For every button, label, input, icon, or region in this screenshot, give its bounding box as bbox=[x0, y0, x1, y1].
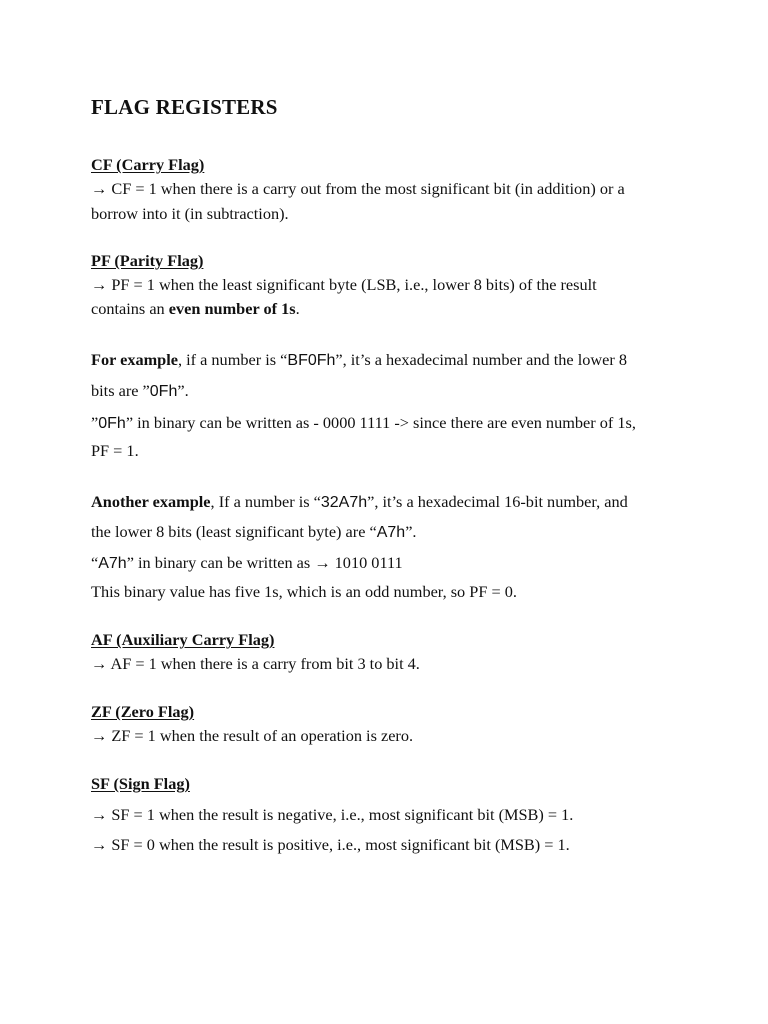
zf-heading: ZF (Zero Flag) bbox=[91, 702, 195, 721]
example1-line-3-prefix: ” bbox=[91, 413, 99, 432]
example1-line-3 bbox=[91, 413, 636, 434]
example2-code-1: 32A7h bbox=[320, 494, 368, 511]
example2-code-3: A7h bbox=[98, 555, 127, 572]
sf-heading: SF (Sign Flag) bbox=[91, 774, 190, 793]
example2-text-2: ”, it’s a hexadecimal 16-bit number, and bbox=[367, 492, 628, 511]
example2-line-3 bbox=[91, 553, 403, 574]
af-heading: AF (Auxiliary Carry Flag) bbox=[91, 630, 275, 649]
example1-code-2: 0Fh bbox=[149, 383, 178, 400]
example2-text-1: , If a number is “ bbox=[210, 492, 321, 511]
pf-line-2-suffix: . bbox=[295, 299, 300, 318]
example2-line-2-prefix: the lower 8 bits (least significant byte) are “ bbox=[91, 522, 377, 541]
example1-text-2: ”, it’s a hexadecimal number and the lower 8 bbox=[335, 350, 628, 369]
example2-lead: Another example bbox=[91, 492, 211, 511]
sf-line-1: → SF = 1 when the result is negative, i.e., most significant bit (MSB) = 1. bbox=[91, 805, 574, 824]
example1-code-3: 0Fh bbox=[98, 415, 126, 432]
zf-line-1: → ZF = 1 when the result of an operation is zero. bbox=[91, 726, 414, 745]
example1-line-2-prefix: bits are ” bbox=[91, 381, 150, 400]
page-title: FLAG REGISTERS bbox=[91, 95, 278, 119]
example2-line-2 bbox=[91, 522, 417, 543]
example2-code-2: A7h bbox=[376, 524, 406, 541]
example1-text-1: , if a number is “ bbox=[177, 350, 288, 369]
example2-line-3-prefix: “ bbox=[91, 553, 99, 572]
example2-line-4: This binary value has five 1s, which is an odd number, so PF = 0. bbox=[91, 582, 517, 601]
cf-heading: CF (Carry Flag) bbox=[91, 155, 205, 174]
example1-lead: For example bbox=[91, 350, 178, 369]
pf-heading: PF (Parity Flag) bbox=[91, 251, 204, 270]
af-line-1: → AF = 1 when there is a carry from bit 3 to bit 4. bbox=[91, 654, 420, 673]
example2-line-2-suffix: ”. bbox=[405, 522, 417, 541]
example1-line-2-suffix: ”. bbox=[177, 381, 189, 400]
cf-line-2: borrow into it (in subtraction). bbox=[91, 204, 289, 223]
example2-line-3-suffix: ” in binary can be written as → 1010 0111 bbox=[126, 553, 403, 572]
sf-line-2: → SF = 0 when the result is positive, i.e., most significant bit (MSB) = 1. bbox=[91, 835, 570, 854]
example1-line-3-suffix: ” in binary can be written as - 0000 1111 -> since there are even number of 1s, bbox=[125, 413, 636, 432]
example1-line-4: PF = 1. bbox=[91, 441, 139, 460]
example1-code-1: BF0Fh bbox=[287, 352, 336, 369]
example1-line-2 bbox=[91, 381, 189, 402]
example1-line-1 bbox=[91, 350, 627, 371]
pf-line-2-bold: even number of 1s bbox=[168, 299, 296, 318]
pf-line-2-prefix: contains an bbox=[91, 299, 169, 318]
pf-line-1: → PF = 1 when the least significant byte (LSB, i.e., lower 8 bits) of the result bbox=[91, 275, 597, 294]
example2-line-1 bbox=[91, 492, 628, 513]
pf-line-2 bbox=[91, 299, 300, 319]
cf-line-1: → CF = 1 when there is a carry out from the most significant bit (in addition) or a bbox=[91, 179, 625, 198]
